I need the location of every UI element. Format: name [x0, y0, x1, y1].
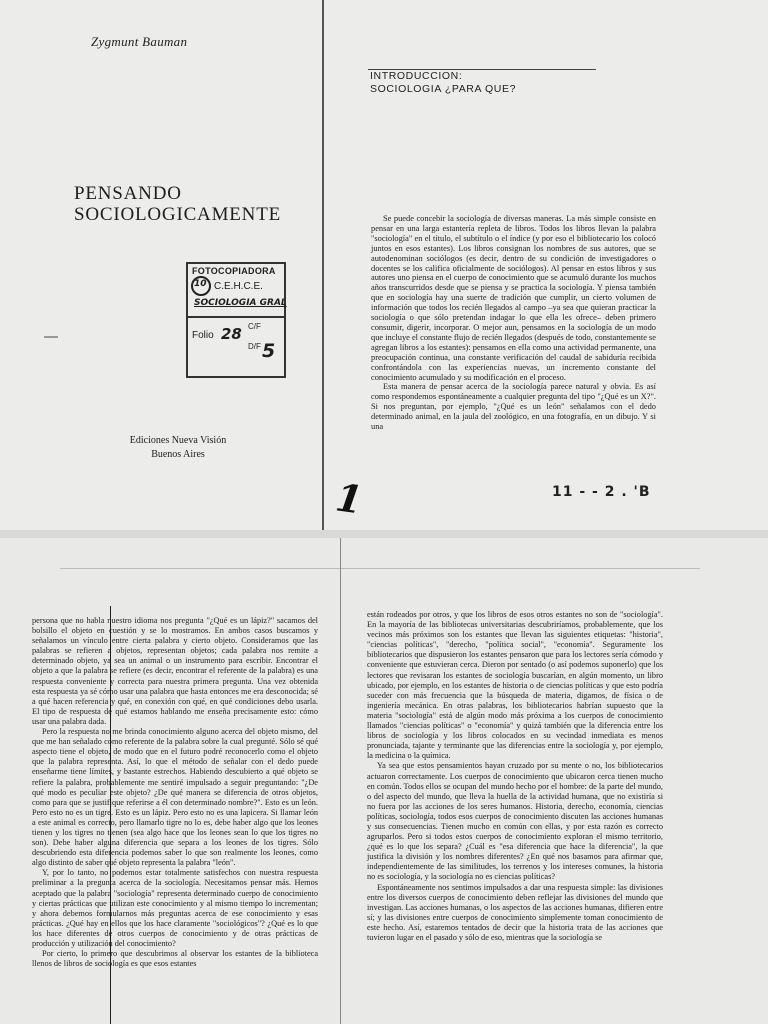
page-left-body: [0, 538, 340, 1024]
bottom-spread: [0, 538, 768, 1024]
stamp-subject: SOCIOLOGIA GRAL: [194, 298, 287, 308]
chapter-heading-line: INTRODUCCION:: [370, 70, 463, 82]
stamp-org: C.E.H.C.E.: [214, 281, 263, 292]
book-title-line: SOCIOLOGICAMENTE: [74, 204, 282, 225]
page-introduction: [324, 0, 768, 530]
handwritten-date: 11 - - 2 . 'B: [552, 484, 651, 500]
handwritten-page-mark: 1: [332, 474, 366, 523]
paragraph: Espontáneamente nos sentimos impulsados a dar una respuesta simple: las divisiones entre los diversos cuerpos de conocimiento deben reflejar las divisiones del mundo que investigan. Las acciones humanas, o los aspectos de las acciones humanas, difieren entre sí; y las divisiones entre cuerpos de conocimiento simplemente toman conocimiento de este hecho. Así, estaremos tentados de decir que la historia trata de las acciones que tuvieron lugar en el pasado y sólo de eso, mientras que la sociología se: [367, 882, 663, 942]
stamp-cf-label: C/F: [248, 322, 261, 331]
intro-body-text: [371, 214, 656, 432]
stamp-divider: [188, 316, 284, 318]
publisher-name: Ediciones Nueva Visión: [129, 435, 227, 446]
author-name: Zygmunt Bauman: [91, 34, 188, 49]
right-body-text: [367, 610, 663, 943]
publisher: [118, 434, 238, 462]
book-title-line: PENSANDO: [74, 183, 182, 204]
paragraph: Esta manera de pensar acerca de la sociología parece natural y obvia. Es así como respondemos espontáneamente a cualquier pregunta del tipo "¿Qué es un X?". Si nos preguntan, por ejemplo, "¿Qué es un león" señalamos con el dedo determinado animal, en la jaula del zoológico, en una fotografía, en un dibujo. Y si una: [371, 382, 656, 432]
paragraph: Por cierto, lo primero que descubrimos al observar los estantes de la biblioteca llenos de libros de sociología es que esos estantes: [32, 949, 318, 969]
stamp-df-label: D/F: [248, 342, 261, 351]
stamp-shop-name: FOTOCOPIADORA: [192, 266, 276, 276]
paragraph: Se puede concebir la sociología de diversas maneras. La más simple consiste en pensar en una larga estantería repleta de libros. Todos los libros llevan la palabra "sociología" en el título, el subtítulo o el índice (y por eso el bibliotecario los colocó juntos en esos estantes). Los libros consignan los nombres de sus autores, que se autodenominan sociólogos (es decir, dentro de su condición de investigadores o docentes se los califica oficialmente de sociólogos). Al pensar en estos libros y sus autores uno piensa en el cuerpo de conocimiento que se acumuló durante los muchos años transcurridos desde que se piensa y se practica la sociología. Y piensa también que en sociología hay una suerte de tradición que cumplir, un cierto volumen de información que todos los recién llegados al campo –ya sea que quieran practicar la sociología o que sólo pretendan indagar lo que ella les ofrece– deben primero consumir, digerir, incorporar. O mejor aun, pensamos en la sociología de un modo que incluye el constante flujo de recién llegados (después de todo, constantemente se agregan libros a los estantes): pensamos en ella como una actividad permanente, una preocupación continua, una constante verificación del caudal de sabiduría recibida confrontándola con las experiencias nuevas, un incremento constante del conocimiento acumulado y su modificación en el proceso.: [371, 214, 656, 382]
stamp-df-value: 5: [262, 340, 276, 362]
paragraph: persona que no habla nuestro idioma nos pregunta "¿Qué es un lápiz?" sacamos del bolsillo el objeto en cuestión y se lo mostramos. En ambos casos buscamos y señalamos un vínculo entre cierta palabra y cierto objeto. Consideramos que las palabras se refieren a objetos, representan objetos; cada palabra nos remite a determinado objeto, ya sea un animal o un instrumento para escribir. Encontrar el objeto a que la palabra se refiere (es decir, encontrar el referente de la palabra) es una respuesta conveniente y correcta para nuestra primera pregunta. Una vez obtenida esta respuesta ya sé cómo usar una palabra que hasta entonces me era desconocida; sé a qué hacen referencia y qué, en conexión con qué, en qué condiciones debo usarla. El tipo de respuesta de qué estamos hablando me enseña precisamente esto: cómo usar una palabra dada.: [32, 616, 318, 726]
stamp-folio-value: 28: [221, 325, 242, 343]
publisher-city: Buenos Aires: [151, 449, 205, 460]
chapter-heading: [370, 70, 516, 96]
left-body-text: [32, 616, 318, 969]
paragraph: Ya sea que estos pensamientos hayan cruzado por su mente o no, los bibliotecarios actuaron correctamente. Los cuerpos de conocimiento que ubicaron cerca tienen mucho en común. Todos ellos se ocupan del mundo hecho por el hombre: de la parte del mundo, o del aspecto del mundo, que lleva la huella de la actividad humana, que no existiría si no fuera por las acciones de los seres humanos. Historia, derecho, economía, ciencias políticas, sociología, todos esos cuerpos de conocimiento discuten las acciones humanas y sus consecuencias. Tienen mucho en común con ellas, y por esta razón es correcto agruparlos. Pero si todos estos cuerpos de conocimiento exploran el mismo territorio, ¿qué es lo que los separa? ¿Cuál es "esa diferencia que hace la diferencia", la que justifica la división y los nombres diferentes? ¿En qué nos basamos para afirmar que, independientemente de las similitudes, los terrenos y los intereses comunes, la historia no es sociología, y la sociología no es ciencias políticas?: [367, 761, 663, 882]
scan-smudge: [44, 336, 58, 338]
paragraph: Y, por lo tanto, no podemos estar totalmente satisfechos con nuestra respuesta preliminar a la pregunta acerca de la sociología. Necesitamos pensar más. Hemos aceptado que la palabra "sociología" representa determinado cuerpo de conocimiento y ciertas prácticas que utilizan este conocimiento y al mismo tiempo lo incrementan; y ahora debemos formularnos más preguntas acerca de ese conocimiento y esas prácticas. ¿Qué hay en ellos que los hace claramente "sociológicos"? ¿Qué es lo que los hace diferentes de otros cuerpos de conocimiento y de otras prácticas de producción y utilización del conocimiento?: [32, 868, 318, 948]
stamp-number: 10: [194, 279, 207, 289]
photocopy-stamp: [186, 262, 286, 378]
stamp-folio-label: Folio: [192, 330, 214, 341]
page-right-body: [341, 538, 768, 1024]
page-title-left: [0, 0, 322, 530]
paragraph: Pero la respuesta no me brinda conocimiento alguno acerca del objeto mismo, del que me han señalado como referente de la palabra sobre la cual pregunté. Sólo sé qué aspecto tiene el objeto, de modo que en el futuro podré reconocerlo como el objeto que la palabra representa. Así, lo que el método de señalar con el dedo puede enseñarme tiene límites, y bastante estrechos. Habiendo descubierto a qué objeto se refiere la palabra, probablemente me sentiré impulsado a seguir preguntando: "¿De qué modo es peculiar este objeto? ¿De qué manera se diferencia de otros objetos, como para que se justifique referirse a él con determinado nombre?". Esto es un león. Pero esto no es un tigre. Esto es un lápiz. Pero esto no es una lapicera. Si llamar león a este animal es correcto, pero llamarlo tigre no lo es, debe haber algo que los leones tienen y los tigres no tienen (sea algo hace que los leones sean lo que los tigres no son). Debe haber alguna diferencia que separa a los leones de los tigres. Sólo descubriendo esta diferencia podemos saber lo que son realmente los leones, como algo distinto de saber qué objeto representa la palabra "león".: [32, 727, 318, 868]
paragraph: están rodeados por otros, y que los libros de esos otros estantes no son de "sociología". En la mayoría de las bibliotecas universitarias descubriríamos, probablemente, que los vecinos más próximos son los estantes que llevan las siguientes etiquetas: "historia", "ciencias políticas", "derecho, "política social", "economía". Seguramente los bibliotecarios que dispusieron los estantes pensaron que para los lectores sería cómodo y conveniente que estuvieran cerca. Dieron por sentado (o así podemos suponerlo) que los lectores que revisaran los estantes de sociología buscarían, en algún momento, un libro ubicado, por ejemplo, en los estantes de historia o de ciencias políticas y que esto podría suceder con más frecuencia que la búsqueda de materia, digamos, de física o de ingeniería mecánica. En otras palabras, los bibliotecarios habrían supuesto que la materia "sociología" está de algún modo más próxima a los cuerpos de conocimiento llamados "ciencias políticas" o "economía" y quizá también que la diferencia entre los libros de sociología y los libros colocados en su vecindad inmediata es menos pronunciada, tajante y terminante que las diferencias entre la sociología y, por ejemplo, la medicina o la química.: [367, 610, 663, 761]
chapter-heading-line: SOCIOLOGIA ¿PARA QUE?: [370, 83, 517, 95]
book-title: [74, 183, 281, 225]
